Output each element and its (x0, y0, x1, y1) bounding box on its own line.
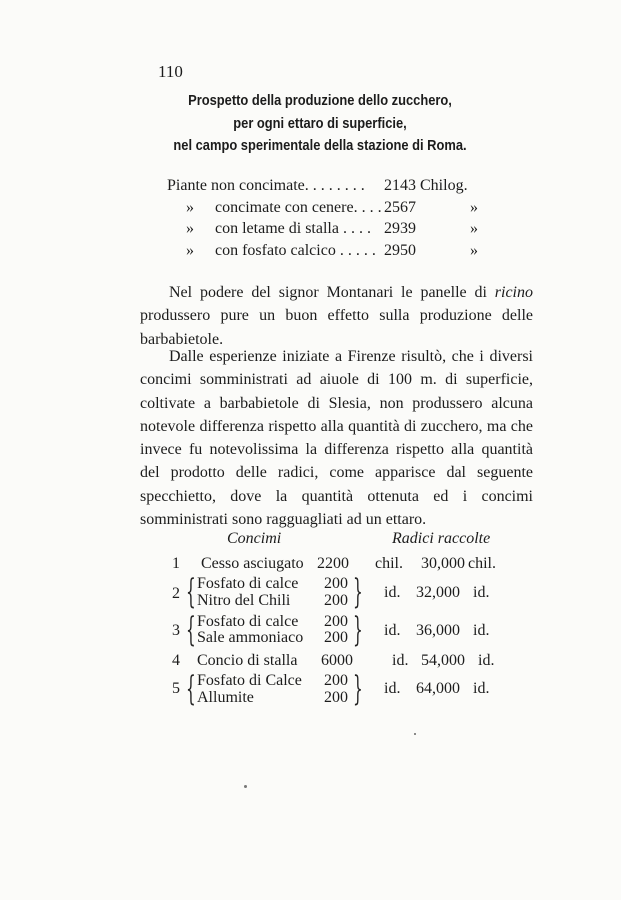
unit: id. (392, 652, 409, 669)
paragraph-text: produssero pure un buon effetto sulla produzione delle barbabietole. (140, 307, 533, 348)
yield-value: 2939 (384, 220, 416, 237)
fertilizer-name: Fosfato di calce (197, 575, 299, 592)
row-number: 1 (172, 555, 180, 572)
unit: id. (384, 584, 401, 601)
paragraph-text: Dalle esperienze iniziate a Firenze risultò, che i diversi concimi somministrati ad aiuole di 100 m. di superficie, coltivate a barbabietole di Slesia, non produssero alcuna notevole differenza rispetto alla quantità di zucchero, ma che invece fu notevolissima la differenza rispetto alla quantità del prodotto delle radici, come apparisce dal seguente specchietto, dove la quantità ottenuta ed i concimi somministrati sono ragguagliati ad un ettaro. (140, 348, 533, 529)
fertilizer-qty: 6000 (321, 652, 353, 669)
yield-value: 36,000 (416, 622, 460, 639)
right-brace: } (353, 572, 363, 612)
row-number: 4 (172, 652, 180, 669)
unit: id. (473, 584, 490, 601)
fertilizer-name: Allumite (197, 689, 254, 706)
left-brace: { (186, 610, 196, 650)
ditto-mark: » (186, 242, 194, 259)
unit: id. (473, 622, 490, 639)
ditto-mark: » (470, 242, 478, 259)
page-number: 110 (158, 62, 183, 81)
left-brace: { (186, 669, 196, 709)
fertilizer-name: Nitro del Chili (197, 592, 291, 609)
fertilizer-qty: 200 (324, 689, 348, 706)
yield-value: 30,000 (421, 555, 465, 572)
yield-value: 64,000 (416, 680, 460, 697)
fertilizer-name: Concio di stalla (197, 652, 298, 669)
fertilizer-qty: 200 (324, 613, 348, 630)
row-number: 2 (172, 585, 180, 602)
yield-value: 32,000 (416, 584, 460, 601)
right-brace: } (353, 669, 363, 709)
fertilizer-name: Sale ammoniaco (197, 629, 304, 646)
yield-value: 2143 (384, 177, 416, 194)
ditto-mark: » (186, 199, 194, 216)
yield-label: concimate con cenere. . . . (215, 199, 382, 216)
fertilizer-qty: 2200 (317, 555, 349, 572)
fertilizer-name: Fosfato di calce (197, 613, 299, 630)
ditto-mark: » (470, 199, 478, 216)
italic-word: ricino (494, 284, 533, 301)
fertilizer-qty: 200 (324, 575, 348, 592)
fertilizer-qty: 200 (324, 592, 348, 609)
yield-value: 54,000 (421, 652, 465, 669)
paragraph-2 (140, 345, 533, 531)
row-number: 3 (172, 622, 180, 639)
right-brace: } (353, 610, 363, 650)
fertilizer-qty: 200 (324, 629, 348, 646)
ditto-mark: » (186, 220, 194, 237)
fertilizer-name: Fosfato di Calce (197, 672, 302, 689)
yield-label: Piante non concimate. . . . . . . . (167, 177, 365, 194)
unit: id. (473, 680, 490, 697)
yield-value: 2950 (384, 242, 416, 259)
heading-line-1: Prospetto della produzione dello zucchero, (188, 92, 452, 109)
paragraph-1 (140, 281, 533, 351)
heading-line-3: nel campo sperimentale della stazione di Roma. (173, 137, 467, 154)
heading-line-2: per ogni ettaro di superficie, (233, 115, 407, 132)
yield-label: con fosfato calcico . . . . . (215, 242, 376, 259)
print-speck (244, 785, 247, 788)
yield-value: 2567 (384, 199, 416, 216)
yield-unit: Chilog. (420, 177, 468, 194)
unit: chil. (375, 555, 403, 572)
unit: id. (384, 622, 401, 639)
row-number: 5 (172, 680, 180, 697)
column-header-concimi: Concimi (227, 530, 282, 547)
column-header-radici: Radici raccolte (392, 530, 491, 547)
unit: chil. (468, 555, 496, 572)
left-brace: { (186, 572, 196, 612)
yield-label: con letame di stalla . . . . (215, 220, 371, 237)
fertilizer-name: Cesso asciugato (201, 555, 304, 572)
fertilizer-qty: 200 (324, 672, 348, 689)
paragraph-text: Nel podere del signor Montanari le panelle di (169, 284, 495, 301)
unit: id. (478, 652, 495, 669)
print-speck (414, 733, 416, 735)
ditto-mark: » (470, 220, 478, 237)
unit: id. (384, 680, 401, 697)
